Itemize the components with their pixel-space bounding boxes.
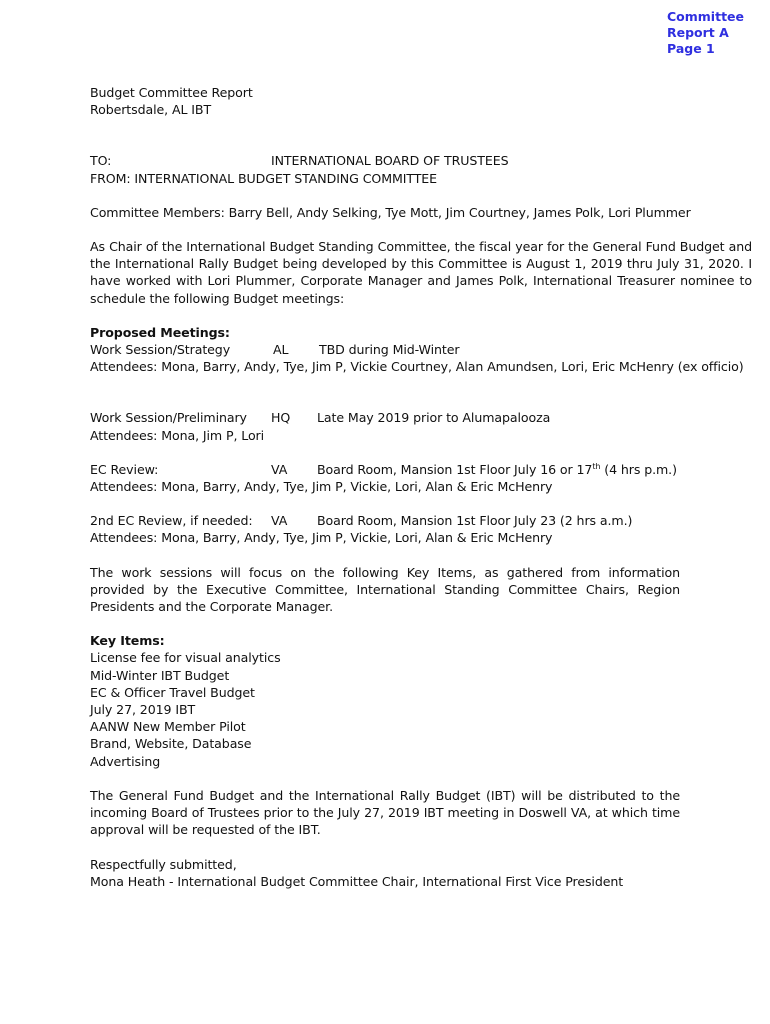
meeting-row [90,409,752,426]
meeting-item [90,409,752,443]
intro-paragraph: As Chair of the International Budget Standing Committee, the fiscal year for the General Fund Budget and the International Rally Budget being developed by this Committee is August 1, 2019 thru July 31, 2020. I have worked with Lori Plummer, Corporate Manager and James Polk, International Treasurer nominee to schedule the following Budget meetings: [90,239,752,306]
meeting-when: Board Room, Mansion 1st Floor July 23 (2 hrs a.m.) [317,513,633,529]
meeting-location: VA [271,461,288,477]
key-items-heading: Key Items: [90,633,165,649]
meeting-when-text: Board Room, Mansion 1st Floor July 16 or 17 [317,461,593,477]
key-items-section [90,632,752,770]
meeting-when-suffix: (4 hrs p.m.) [600,461,677,477]
meeting-name: Work Session/Preliminary [90,410,247,426]
meeting-name: 2nd EC Review, if needed: [90,513,253,529]
key-item: License fee for visual analytics [90,650,281,666]
to-label: TO: [90,153,112,169]
meeting-row [90,461,752,478]
signature-line: Mona Heath - International Budget Committee Chair, International First Vice President [90,873,624,889]
key-item: July 27, 2019 IBT [90,702,196,718]
meeting-item [90,461,752,495]
meeting-name: Work Session/Strategy [90,342,231,358]
distribution-paragraph: The General Fund Budget and the International Rally Budget (IBT) will be distributed to the incoming Board of Trustees prior to the July 27, 2019 IBT meeting in Doswell VA, at which time approval will be requested of the IBT. [90,787,680,838]
meeting-when-superscript: th [592,461,601,471]
meeting-name: EC Review: [90,461,159,477]
meeting-when: TBD during Mid-Winter [319,342,460,358]
meeting-row [90,512,752,529]
meeting-item [90,512,752,546]
meeting-attendees: Attendees: Mona, Barry, Andy, Tye, Jim P, Vickie, Lori, Alan & Eric McHenry [90,530,553,546]
key-item: EC & Officer Travel Budget [90,684,255,700]
meeting-item [90,341,752,375]
meeting-when: Late May 2019 prior to Alumapalooza [317,410,551,426]
meeting-attendees: Attendees: Mona, Barry, Andy, Tye, Jim P, Vickie Courtney, Alan Amundsen, Lori, Eric McHenry (ex officio) [90,359,744,375]
report-header [90,84,752,118]
from-line: FROM: INTERNATIONAL BUDGET STANDING COMMITTEE [90,170,438,186]
committee-members: Committee Members: Barry Bell, Andy Selking, Tye Mott, Jim Courtney, James Polk, Lori Plummer [90,204,691,220]
meeting-location: VA [271,513,288,529]
report-title: Budget Committee Report [90,85,253,100]
key-item: AANW New Member Pilot [90,719,246,735]
focus-paragraph: The work sessions will focus on the following Key Items, as gathered from information provided by the Executive Committee, International Standing Committee Chairs, Region Presidents and the Corporate Manager. [90,564,680,615]
report-location: Robertsdale, AL IBT [90,102,212,118]
key-item: Advertising [90,753,161,769]
closing-salutation: Respectfully submitted, [90,856,237,872]
key-item: Mid-Winter IBT Budget [90,667,230,683]
meeting-location: AL [273,342,289,358]
meeting-attendees: Attendees: Mona, Barry, Andy, Tye, Jim P, Vickie, Lori, Alan & Eric McHenry [90,479,553,495]
meeting-attendees: Attendees: Mona, Jim P, Lori [90,427,265,443]
meeting-row [90,341,752,358]
proposed-meetings-section [90,324,752,547]
corner-line-report: Report A [667,25,729,40]
routing-block [90,152,752,186]
meeting-when [317,461,677,478]
to-line [90,152,752,169]
corner-line-page: Page 1 [667,41,715,56]
corner-line-committee: Committee [667,9,745,24]
meeting-location: HQ [271,410,291,426]
report-page-label [667,9,744,57]
proposed-meetings-heading: Proposed Meetings: [90,324,230,340]
report-body [90,84,752,890]
closing-block [90,856,752,890]
key-item: Brand, Website, Database [90,736,252,752]
to-value: INTERNATIONAL BOARD OF TRUSTEES [271,153,509,169]
